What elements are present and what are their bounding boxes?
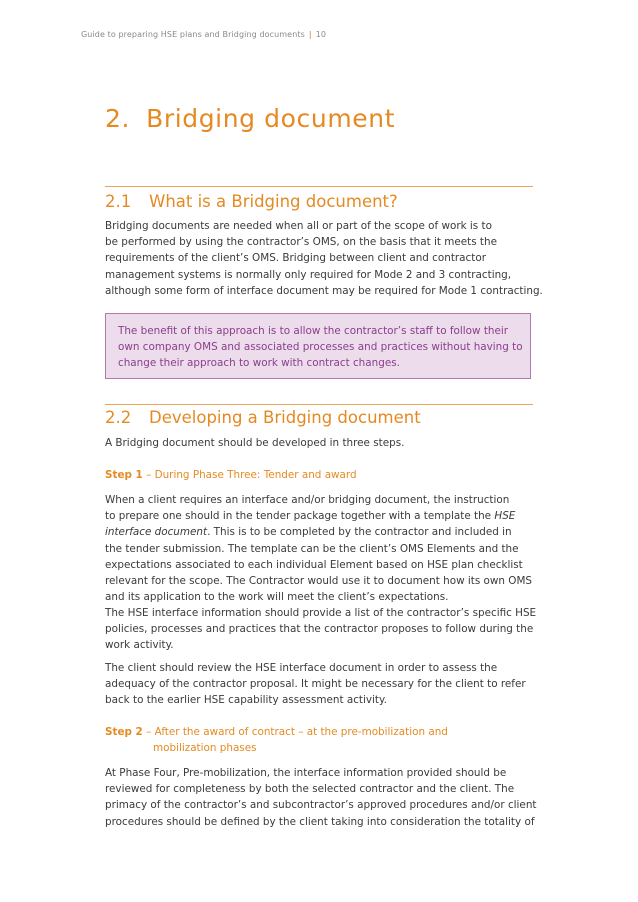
section-2-2-intro xyxy=(105,435,535,451)
text-line: The client should review the HSE interface document in order to assess the xyxy=(105,662,498,674)
text-span: to prepare one should in the tender package together with a template the xyxy=(105,510,495,523)
italic-term: HSE xyxy=(494,510,516,523)
text-line: The benefit of this approach is to allow the contractor’s staff to follow their xyxy=(118,325,509,337)
text-line: The HSE interface information should provide a list of the contractor’s specific HSE xyxy=(105,607,537,619)
step-label: Step 1 xyxy=(105,469,143,481)
text-line: back to the earlier HSE capability assessment activity. xyxy=(105,694,387,707)
text-line: work activity. xyxy=(105,639,174,652)
text-line: own company OMS and associated processes and practices without having to xyxy=(118,341,523,354)
section-title: Developing a Bridging document xyxy=(149,408,421,427)
text-line: and its application to the work will meet the client’s expectations. xyxy=(105,591,449,604)
step-title: – During Phase Three: Tender and award xyxy=(142,469,357,481)
text-line: adequacy of the contractor proposal. It might be necessary for the client to refer xyxy=(105,678,526,691)
section-number: 2.2 xyxy=(105,408,132,427)
step-1-paragraph-1 xyxy=(105,492,535,605)
header-separator: | xyxy=(308,30,312,39)
section-title: What is a Bridging document? xyxy=(149,192,398,211)
text-line: At Phase Four, Pre-mobilization, the interface information provided should be xyxy=(105,767,507,779)
text-span: . This is to be completed by the contractor and included in xyxy=(207,526,512,539)
section-heading-2-2 xyxy=(105,408,421,427)
text-line: be performed by using the contractor’s OMS, on the basis that it meets the xyxy=(105,236,497,249)
italic-term: interface document xyxy=(105,526,208,539)
text-line xyxy=(105,524,535,540)
step-title: – After the award of contract – at the pre-mobilization and xyxy=(142,726,448,738)
step-2-heading xyxy=(105,724,448,756)
section-heading-2-1 xyxy=(105,192,398,211)
step-1-paragraph-2 xyxy=(105,605,535,654)
step-label: Step 2 xyxy=(105,726,143,738)
chapter-number: 2. xyxy=(105,104,131,133)
text-line: management systems is normally only required for Mode 2 and 3 contracting, xyxy=(105,268,512,281)
text-line: policies, processes and practices that the contractor proposes to follow during the xyxy=(105,623,534,636)
text-line: the tender submission. The template can be the client’s OMS Elements and the xyxy=(105,542,519,555)
step-2-paragraph-1 xyxy=(105,765,535,830)
text-line: primacy of the contractor’s and subcontractor’s approved procedures and/or client xyxy=(105,799,537,812)
chapter-title xyxy=(105,104,395,133)
step-title-continued: mobilization phases xyxy=(153,742,257,755)
text-line: requirements of the client’s OMS. Bridging between client and contractor xyxy=(105,252,486,265)
chapter-title-text: Bridging document xyxy=(146,104,396,133)
text-line: expectations associated to each individual Element based on HSE plan checklist xyxy=(105,558,523,571)
text-line: although some form of interface document may be required for Mode 1 contracting. xyxy=(105,284,543,297)
text-line: reviewed for completeness by both the selected contractor and the client. The xyxy=(105,783,515,796)
section-2-1-paragraph xyxy=(105,218,543,299)
callout-box xyxy=(105,313,531,379)
running-header xyxy=(81,30,326,39)
text-line xyxy=(105,508,535,524)
text-line: change their approach to work with contract changes. xyxy=(118,357,400,370)
text-line: When a client requires an interface and/or bridging document, the instruction xyxy=(105,494,510,506)
text-line: relevant for the scope. The Contractor would use it to document how its own OMS xyxy=(105,575,533,588)
page-number: 10 xyxy=(315,30,327,39)
callout-text xyxy=(118,323,523,372)
section-divider xyxy=(105,186,533,187)
section-divider xyxy=(105,404,533,405)
section-number: 2.1 xyxy=(105,192,132,211)
text-line: procedures should be defined by the client taking into consideration the totality of xyxy=(105,815,535,828)
step-1-paragraph-3 xyxy=(105,660,535,709)
step-1-heading xyxy=(105,467,357,483)
text-line: Bridging documents are needed when all or part of the scope of work is to xyxy=(105,220,492,232)
text-line: A Bridging document should be developed in three steps. xyxy=(105,437,405,449)
header-title: Guide to preparing HSE plans and Bridging documents xyxy=(81,30,305,39)
